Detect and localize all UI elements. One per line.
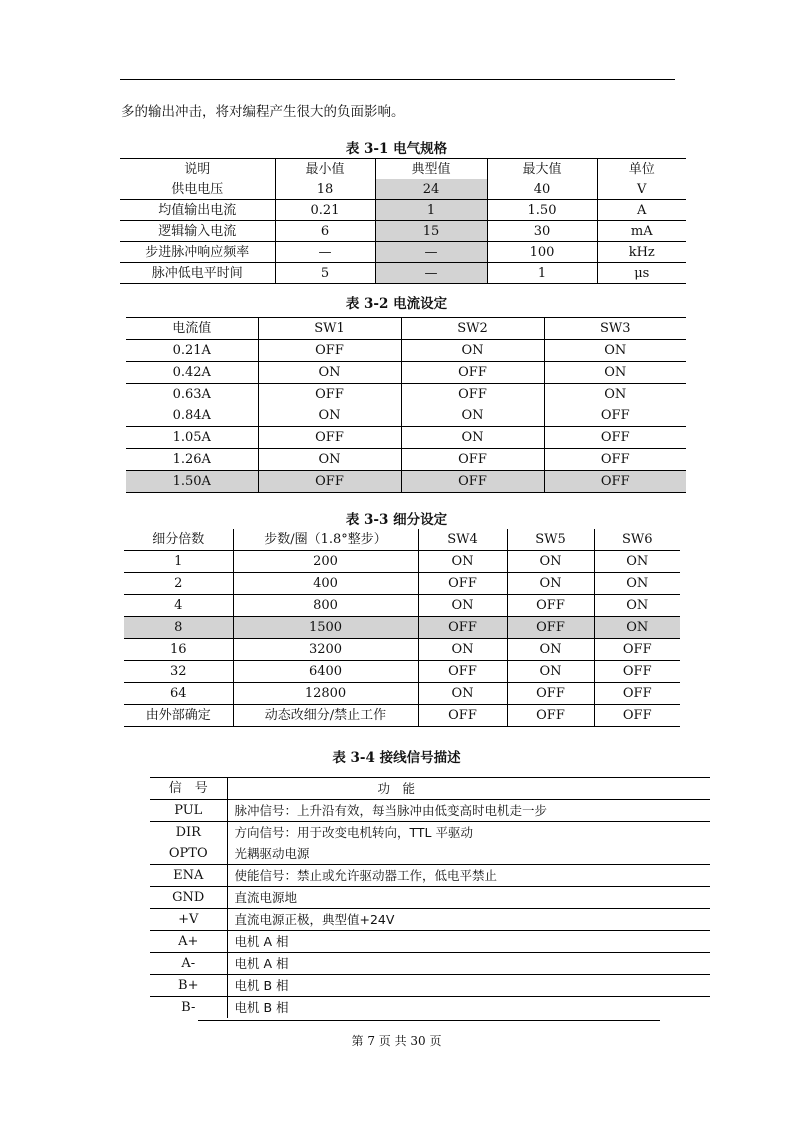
- table-row: [150, 975, 710, 997]
- table-cell: ON: [594, 617, 680, 639]
- table-cell: 6: [275, 221, 375, 242]
- table-cell: 8: [124, 617, 233, 639]
- table-cell: —: [375, 263, 487, 284]
- table1-caption: 表 3-1 电气规格: [345, 141, 448, 157]
- table-cell: 18: [275, 179, 375, 200]
- table-cell: mA: [597, 221, 686, 242]
- table-cell: 15: [375, 221, 487, 242]
- header-cell: SW1: [258, 318, 401, 340]
- table-cell: ON: [418, 683, 507, 705]
- table-cell: 方向信号：用于改变电机转向，TTL 平驱动: [234, 825, 473, 840]
- header-cell: SW5: [507, 529, 594, 551]
- table-header-row: [124, 529, 680, 551]
- table-row: [150, 800, 710, 822]
- table-cell: ON: [418, 551, 507, 573]
- table-cell: 12800: [233, 683, 418, 705]
- table-cell: OFF: [507, 683, 594, 705]
- table-cell: OFF: [594, 661, 680, 683]
- table-cell: OFF: [401, 449, 544, 471]
- table-cell: OFF: [594, 683, 680, 705]
- table-row: [120, 200, 686, 221]
- table-cell: 1: [124, 551, 233, 573]
- table-cell: 均值输出电流: [120, 200, 275, 221]
- header-cell: 说明: [120, 159, 275, 180]
- table-row: [126, 405, 686, 427]
- table-cell: 使能信号：禁止或允许驱动器工作，低电平禁止: [227, 865, 710, 887]
- table3-caption: 表 3-3 细分设定: [345, 512, 448, 528]
- table-cell: 64: [124, 683, 233, 705]
- table-cell: 200: [233, 551, 418, 573]
- table-cell: ON: [594, 551, 680, 573]
- wiring-signal-table: [150, 777, 710, 1018]
- table-cell: ON: [507, 573, 594, 595]
- table-cell: OFF: [594, 705, 680, 727]
- table-cell: ON: [507, 551, 594, 573]
- table-cell: OFF: [258, 471, 401, 493]
- table-cell: 逻辑输入电流: [120, 221, 275, 242]
- table-row: [126, 427, 686, 449]
- table-cell: ON: [544, 340, 686, 362]
- header-rule: [120, 79, 675, 80]
- table4-caption: 表 3-4 接线信号描述: [332, 750, 461, 766]
- table-row: [124, 595, 680, 617]
- header-cell: 细分倍数: [124, 529, 233, 551]
- header-cell: SW4: [418, 529, 507, 551]
- table-cell: OFF: [418, 661, 507, 683]
- table-cell: OFF: [401, 384, 544, 406]
- table-row: [124, 551, 680, 573]
- table-cell: OPTO: [150, 843, 227, 865]
- table-row: [120, 179, 686, 200]
- table-cell: 0.63A: [126, 384, 258, 406]
- table-cell: +V: [150, 909, 227, 931]
- table-cell: B+: [150, 975, 227, 997]
- table-cell: B-: [150, 997, 227, 1019]
- table-cell: ON: [401, 340, 544, 362]
- table-cell: 0.84A: [126, 405, 258, 427]
- table-cell: 电机 B 相: [227, 975, 710, 997]
- table-cell: 100: [487, 242, 597, 263]
- table-cell: 电机 A 相: [227, 953, 710, 975]
- table-row: [124, 661, 680, 683]
- table-cell: ON: [507, 639, 594, 661]
- table-cell: 3200: [233, 639, 418, 661]
- table-cell: PUL: [150, 800, 227, 822]
- table-cell: ON: [401, 427, 544, 449]
- table-cell: 由外部确定: [124, 705, 233, 727]
- table-cell: ON: [507, 661, 594, 683]
- table-row: [126, 384, 686, 406]
- table-row-highlighted: [126, 471, 686, 493]
- table-cell: ON: [544, 362, 686, 384]
- table-cell: 脉冲低电平时间: [120, 263, 275, 284]
- table-cell: ON: [594, 595, 680, 617]
- electrical-spec-table: [120, 158, 686, 284]
- table-cell: 1.26A: [126, 449, 258, 471]
- table-cell: GND: [150, 887, 227, 909]
- table-cell: OFF: [544, 449, 686, 471]
- header-cell: SW6: [594, 529, 680, 551]
- table-cell: 1.50: [487, 200, 597, 221]
- table-header-row: [120, 159, 686, 180]
- table-cell: ON: [594, 573, 680, 595]
- table-cell: 1.50A: [126, 471, 258, 493]
- table-cell: 步进脉冲响应频率: [120, 242, 275, 263]
- header-cell: 单位: [597, 159, 686, 180]
- table-cell: OFF: [258, 384, 401, 406]
- table-cell: 脉冲信号：上升沿有效，每当脉冲由低变高时电机走一步: [227, 800, 710, 822]
- table-cell: 直流电源正极，典型值+24V: [227, 909, 710, 931]
- table-row: [124, 573, 680, 595]
- table-cell: ON: [401, 405, 544, 427]
- table-cell: OFF: [544, 471, 686, 493]
- table-header-row: [150, 778, 710, 800]
- table-cell: 0.42A: [126, 362, 258, 384]
- table-cell: 供电电压: [120, 179, 275, 200]
- table-cell: 30: [487, 221, 597, 242]
- intro-text: 多的输出冲击，将对编程产生很大的负面影响。: [121, 104, 405, 120]
- table-cell: OFF: [258, 427, 401, 449]
- table-row: [126, 449, 686, 471]
- table-cell: OFF: [418, 705, 507, 727]
- page-footer: 第 7 页 共 30 页: [351, 1034, 442, 1048]
- table-cell: 电机 A 相: [227, 931, 710, 953]
- table-cell: 1: [375, 200, 487, 221]
- table-row: [150, 887, 710, 909]
- table-row: [120, 263, 686, 284]
- table-row: [150, 909, 710, 931]
- table-row: [150, 843, 710, 865]
- header-cell: SW3: [544, 318, 686, 340]
- table-cell: A+: [150, 931, 227, 953]
- header-cell: 最小值: [275, 159, 375, 180]
- table-cell: V: [637, 181, 647, 197]
- microstep-setting-table: [124, 529, 680, 727]
- table-cell: OFF: [594, 639, 680, 661]
- table-cell: 5: [275, 263, 375, 284]
- table-cell: DIR: [150, 822, 227, 844]
- table-row: [150, 931, 710, 953]
- table-cell: A-: [150, 953, 227, 975]
- header-cell: 最大值: [487, 159, 597, 180]
- table-cell: ON: [418, 595, 507, 617]
- table-cell: 400: [233, 573, 418, 595]
- table-cell: 40: [487, 179, 597, 200]
- table-row: [124, 705, 680, 727]
- table-cell: 32: [124, 661, 233, 683]
- table-cell: 电机 B 相: [234, 1000, 289, 1015]
- table-row-highlighted: [124, 617, 680, 639]
- table-header-row: [126, 318, 686, 340]
- table-cell: 1.05A: [126, 427, 258, 449]
- header-cell: SW2: [401, 318, 544, 340]
- header-cell: 步数/圈（1.8°整步）: [233, 529, 418, 551]
- table-cell: ON: [418, 639, 507, 661]
- table-cell: 1: [487, 263, 597, 284]
- table-cell: ON: [258, 449, 401, 471]
- table-cell: —: [275, 242, 375, 263]
- table-row: [150, 953, 710, 975]
- table-cell: μs: [597, 263, 686, 284]
- table-cell: —: [375, 242, 487, 263]
- table-cell: 1500: [233, 617, 418, 639]
- table-cell: OFF: [418, 573, 507, 595]
- table-row: [124, 683, 680, 705]
- table-row: [126, 362, 686, 384]
- table-cell: OFF: [544, 405, 686, 427]
- table4-bottom-rule: [198, 1020, 660, 1021]
- table-cell: ON: [604, 387, 627, 402]
- table-cell: 800: [233, 595, 418, 617]
- table-cell: OFF: [418, 617, 507, 639]
- table-row: [150, 865, 710, 887]
- table-cell: OFF: [507, 617, 594, 639]
- table-cell: ON: [258, 405, 401, 427]
- table-cell: 16: [124, 639, 233, 661]
- header-cell: 信 号: [150, 778, 227, 800]
- table-cell: OFF: [507, 595, 594, 617]
- table-cell: OFF: [401, 362, 544, 384]
- table-row: [120, 221, 686, 242]
- table-cell: A: [597, 200, 686, 221]
- table-cell: 直流电源地: [227, 887, 710, 909]
- table-cell: 4: [124, 595, 233, 617]
- header-cell: 电流值: [126, 318, 258, 340]
- table-row: [120, 242, 686, 263]
- header-cell: 功 能: [227, 778, 710, 800]
- table-row: [124, 639, 680, 661]
- table-cell: 24: [375, 179, 487, 200]
- table-cell: OFF: [544, 427, 686, 449]
- table-cell: ENA: [150, 865, 227, 887]
- table-row: [150, 997, 710, 1019]
- table-cell: 0.21: [275, 200, 375, 221]
- current-setting-table: [126, 317, 686, 493]
- table-cell: 光耦驱动电源: [227, 843, 710, 865]
- table-cell: 动态改细分/禁止工作: [233, 705, 418, 727]
- table-cell: OFF: [507, 705, 594, 727]
- table-cell: kHz: [597, 242, 686, 263]
- table-row: [150, 822, 710, 844]
- header-cell: 典型值: [375, 159, 487, 180]
- table-cell: 0.21A: [126, 340, 258, 362]
- table-row: [126, 340, 686, 362]
- table-cell: 6400: [233, 661, 418, 683]
- table-cell: OFF: [401, 471, 544, 493]
- table-cell: 2: [124, 573, 233, 595]
- table2-caption: 表 3-2 电流设定: [345, 296, 448, 312]
- table-cell: OFF: [258, 340, 401, 362]
- table-cell: ON: [258, 362, 401, 384]
